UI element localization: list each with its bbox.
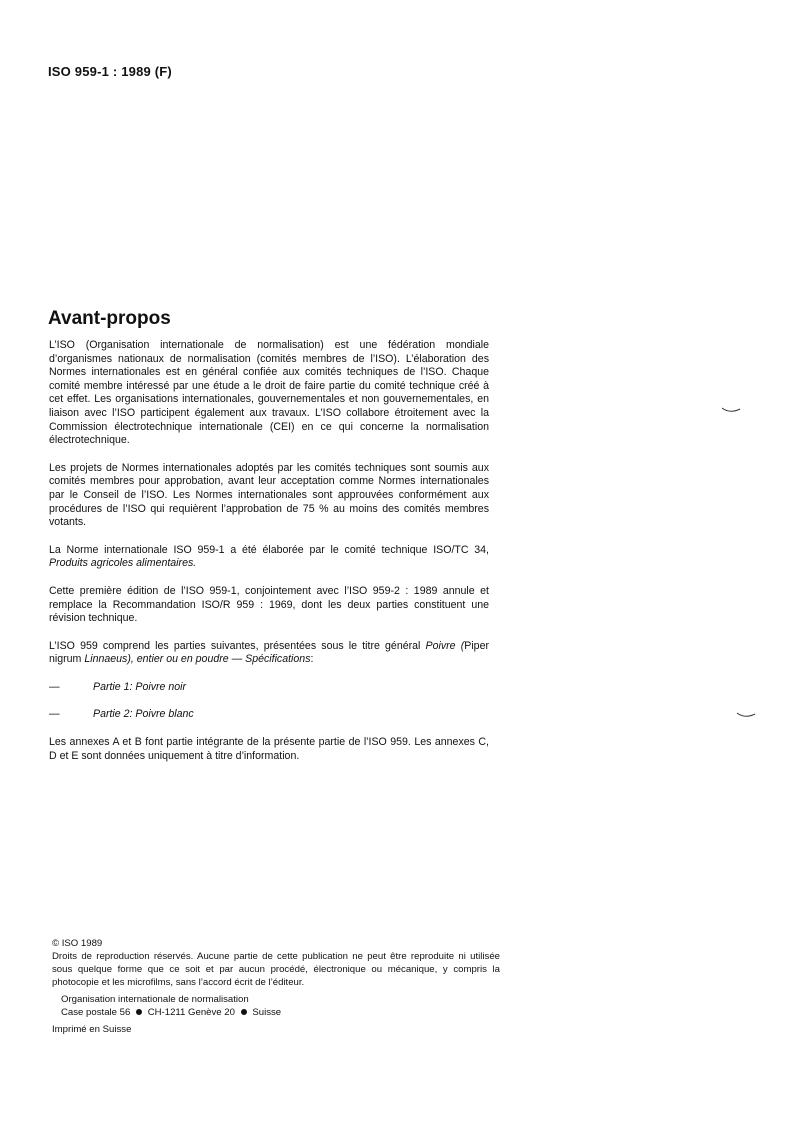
parts-title-start: Poivre ( — [425, 639, 465, 652]
printed-in: Imprimé en Suisse — [52, 1024, 132, 1035]
paragraph-edition: Cette première édition de l’ISO 959-1, conjointement avec l’ISO 959-2 : 1989 annule et remplace la Recommandation ISO/R 959 : 1969, dont les deux parties constituent une révision technique. — [49, 584, 489, 625]
paragraph-committee — [49, 544, 489, 571]
document-id-header: ISO 959-1 : 1989 (F) — [48, 64, 172, 79]
paragraph-approval: Les projets de Normes internationales adoptés par les comités techniques sont soumis aux comités membres pour approbation, avant leur acceptation comme Normes internationales par le Conseil de l’ISO. Les Normes internationales sont approuvées conformément aux procédures de l’ISO qui requièrent l’approbation de 75 % au moins des comités membres votants. — [49, 461, 489, 529]
paragraph-iso-description: L’ISO (Organisation internationale de normalisation) est une fédération mondiale d’organismes nationaux de normalisation (comités membres de l’ISO). L’élaboration des Normes internationales est en général confiée aux comités techniques de l’ISO. Chaque comité membre intéressé par une étude a le droit de faire partie du comité technique créé à cet effet. Les organisations internationales, gouvernementales et non gouvernementales, en liaison avec l’ISO participent également aux travaux. L’ISO collabore étroitement avec la Commission électrotechnique internationale (CEI) en ce qui concerne la normalisation électrotechnique. — [49, 339, 489, 447]
city: CH-1211 Genève 20 — [147, 1007, 235, 1018]
paragraph-parts — [49, 640, 489, 667]
foreword-body — [49, 339, 489, 777]
po-box: Case postale 56 — [61, 1007, 131, 1018]
rights-notice: Droits de reproduction réservés. Aucune partie de cette publication ne peut être reproduite ni utilisée sous quelque forme que ce soit et par aucun procédé, électronique ou mécanique, y compris la photocopie et les microfilms, sans l’accord écrit de l’éditeur. — [52, 951, 500, 988]
bullet-dot-icon — [241, 1009, 247, 1015]
dash-marker: — — [49, 680, 60, 693]
country: Suisse — [252, 1007, 282, 1018]
scan-mark-icon — [735, 710, 757, 720]
page-title: Avant-propos — [48, 308, 171, 329]
parts-title-end: Linnaeus), entier ou en poudre — Spécifications — [84, 653, 311, 666]
list-item-label: Partie 2: Poivre blanc — [93, 708, 194, 721]
committee-subject: Produits agricoles alimentaires. — [49, 557, 197, 570]
copyright-block — [52, 937, 500, 1036]
list-item-label: Partie 1: Poivre noir — [93, 680, 187, 693]
parts-intro: L’ISO 959 comprend les parties suivantes, présentées sous le titre général — [49, 639, 421, 652]
dash-marker: — — [49, 708, 60, 721]
committee-text: La Norme internationale ISO 959-1 a été élaborée par le comité technique ISO/TC 34, — [49, 543, 489, 556]
parts-title-colon: : — [310, 653, 314, 666]
parts-title-species: Piper nigrum — [49, 639, 489, 666]
list-item — [49, 708, 489, 722]
scan-mark-icon — [720, 405, 742, 415]
paragraph-annexes: Les annexes A et B font partie intégrante de la présente partie de l’ISO 959. Les annexes C, D et E sont données uniquement à titre d’information. — [49, 736, 489, 762]
postal-address — [52, 1006, 500, 1019]
list-item — [49, 681, 489, 695]
organisation-name: Organisation internationale de normalisation — [61, 994, 249, 1005]
copyright-line: © ISO 1989 — [52, 938, 103, 949]
bullet-dot-icon — [136, 1009, 142, 1015]
